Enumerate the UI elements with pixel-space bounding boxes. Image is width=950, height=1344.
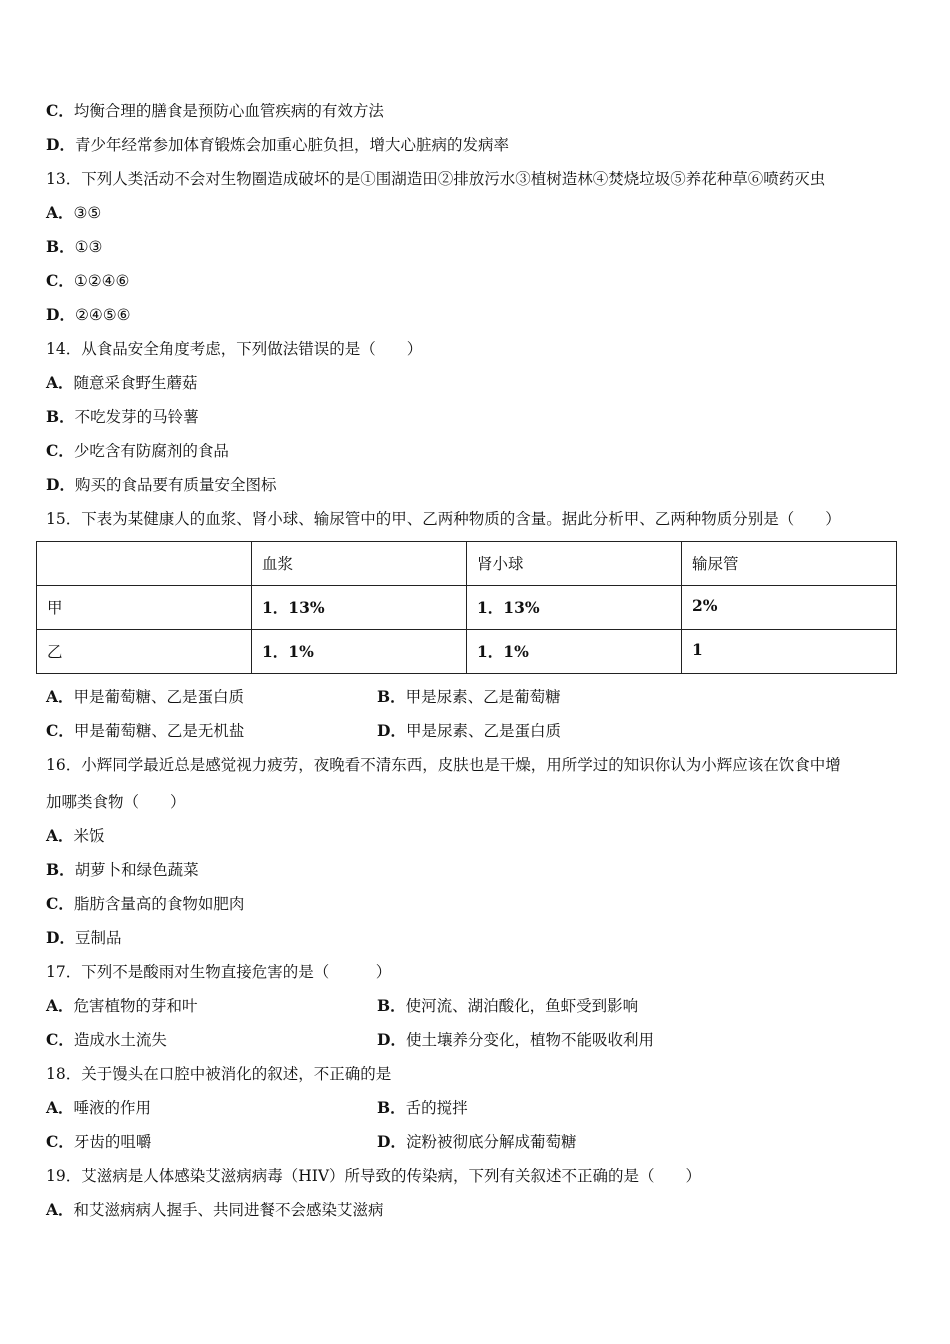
q19-option-a: A．和艾滋病病人握手、共同进餐不会感染艾滋病 [46,1200,384,1219]
q14-option-c: C．少吃含有防腐剂的食品 [46,441,229,460]
q18-option-a: A．唾液的作用 [46,1098,152,1117]
q14-stem: 14．从食品安全角度考虑，下列做法错误的是（ ） [46,340,423,358]
q18-option-c: C．牙齿的咀嚼 [46,1132,152,1151]
table-row [37,630,897,674]
q13-option-d: D．②④⑤⑥ [46,305,131,324]
q16-option-b: B．胡萝卜和绿色蔬菜 [46,860,199,879]
q14-option-b: B．不吃发芽的马铃薯 [46,407,199,426]
q17-option-b: B．使河流、湖泊酸化，鱼虾受到影响 [377,996,639,1015]
table-cell: 1．1% [467,630,682,674]
q15-stem: 15．下表为某健康人的血浆、肾小球、输尿管中的甲、乙两种物质的含量。据此分析甲、乙两种物质分别是（ ） [46,510,841,528]
q17-stem: 17．下列不是酸雨对生物直接危害的是（ ） [46,963,392,981]
q14-option-d: D．购买的食品要有质量安全图标 [46,475,277,494]
q16-option-d: D．豆制品 [46,928,122,947]
table-header-cell: 肾小球 [467,542,682,586]
q14-option-a: A．随意采食野生蘑菇 [46,373,198,392]
q17-option-d: D．使土壤养分变化，植物不能吸收利用 [377,1030,654,1049]
q15-option-a: A．甲是葡萄糖、乙是蛋白质 [46,687,245,706]
q13-option-a: A．③⑤ [46,203,102,222]
q18-option-b: B．舌的搅拌 [377,1098,468,1117]
table-cell: 1 [682,630,897,674]
q13-option-b: B．①③ [46,237,103,256]
table-header-row [37,542,897,586]
q16-stem-line2: 加哪类食物（ ） [46,793,186,811]
table-cell: 2% [682,586,897,630]
table-cell: 甲 [37,586,252,630]
q15-option-d: D．甲是尿素、乙是蛋白质 [377,721,561,740]
table-cell: 1．13% [467,586,682,630]
q19-stem: 19．艾滋病是人体感染艾滋病病毒（HIV）所导致的传染病，下列有关叙述不正确的是（ ） [46,1167,702,1185]
q13-stem: 13．下列人类活动不会对生物圈造成破坏的是①围湖造田②排放污水③植树造林④焚烧垃圾⑤养花种草⑥喷药灭虫 [46,170,826,188]
table-cell: 1．13% [252,586,467,630]
q18-option-d: D．淀粉被彻底分解成葡萄糖 [377,1132,577,1151]
q15-option-b: B．甲是尿素、乙是葡萄糖 [377,687,561,706]
q15-option-c: C．甲是葡萄糖、乙是无机盐 [46,721,245,740]
q17-option-a: A．危害植物的芽和叶 [46,996,198,1015]
table-header-cell [37,542,252,586]
q18-stem: 18．关于馒头在口腔中被消化的叙述，不正确的是 [46,1065,392,1083]
q16-option-c: C．脂肪含量高的食物如肥肉 [46,894,245,913]
q16-option-a: A．米饭 [46,826,105,845]
table-cell: 1．1% [252,630,467,674]
q13-option-c: C．①②④⑥ [46,271,130,290]
table-row [37,586,897,630]
q16-stem-line1: 16．小辉同学最近总是感觉视力疲劳，夜晚看不清东西，皮肤也是干燥，用所学过的知识你认为小辉应该在饮食中增 [46,756,841,774]
q17-option-c: C．造成水土流失 [46,1030,167,1049]
q15-data-table [36,541,897,674]
table-cell: 乙 [37,630,252,674]
table-header-cell: 血浆 [252,542,467,586]
table-header-cell: 输尿管 [682,542,897,586]
q12-option-d: D．青少年经常参加体育锻炼会加重心脏负担，增大心脏病的发病率 [46,135,509,154]
q12-option-c: C．均衡合理的膳食是预防心血管疾病的有效方法 [46,101,384,120]
